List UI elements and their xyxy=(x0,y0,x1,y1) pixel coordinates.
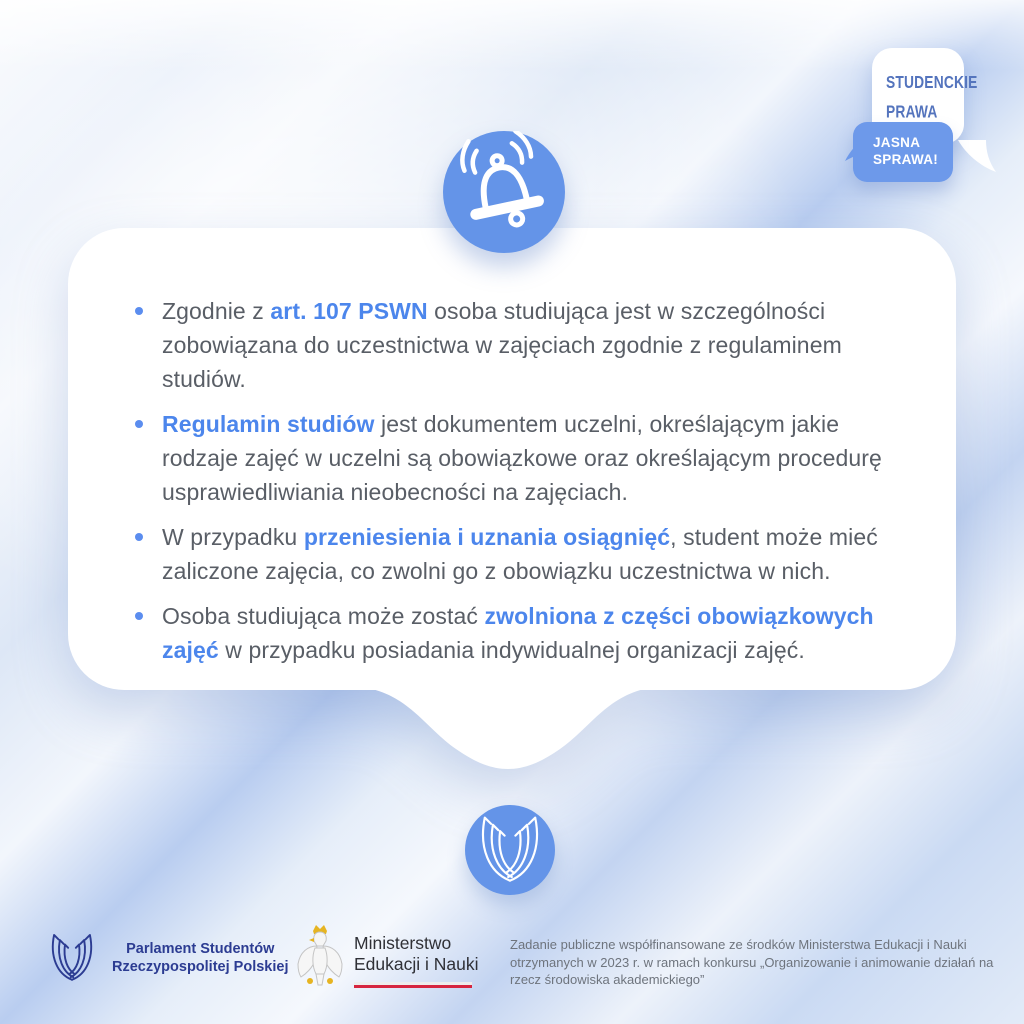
bullet-item-4 xyxy=(162,599,908,667)
brand-bubble-top-tail xyxy=(958,140,998,174)
bell-icon xyxy=(443,131,565,253)
bullet-highlight: zwolniona z części obowiązkowych zajęć xyxy=(162,603,874,663)
bullet-text: osoba studiująca jest w szczególności zobowiązana do uczestnictwa w zajęciach zgodnie z regulaminem studiów. xyxy=(162,298,842,392)
white-eagle-icon xyxy=(296,924,344,990)
bullet-text: w przypadku posiadania indywidualnej organizacji zajęć. xyxy=(218,637,805,663)
bullet-list xyxy=(68,228,956,667)
bullet-text: Zgodnie z xyxy=(162,298,271,324)
brand-title xyxy=(886,68,978,127)
content-card xyxy=(68,228,956,690)
bullet-text: jest dokumentem uczelni, określającym jakie rodzaje zajęć w uczelni są obowiązkowe oraz określającym procedurę usprawiedliwiania nieobecności na zajęciach. xyxy=(162,411,882,505)
brand-bubble-bottom xyxy=(853,122,953,182)
bullet-text: W przypadku xyxy=(162,524,304,550)
bullet-text: , student może mieć zaliczone zajęcia, co zwolni go z obowiązku uczestnictwa w nich. xyxy=(162,524,878,584)
funding-disclaimer: Zadanie publiczne współfinansowane ze środków Ministerstwa Edukacji i Nauki otrzymanych w 2023 r. w ramach konkursu „Organizowanie i animowanie działań na rzecz środowiska akademickiego” xyxy=(510,937,994,987)
brand-slogan-line1: JASNA xyxy=(873,135,921,150)
bullet-highlight: art. 107 PSWN xyxy=(270,298,428,324)
psrp-wings-icon xyxy=(465,805,555,895)
psrp-label xyxy=(112,940,288,976)
ministry-label xyxy=(354,924,479,988)
brand-slogan xyxy=(873,134,938,168)
notification-badge xyxy=(443,131,565,253)
ministry-label-line1: Ministerstwo xyxy=(354,933,452,953)
bullet-item-2 xyxy=(162,407,908,509)
psrp-wings-icon xyxy=(40,924,104,992)
psrp-label-line2: Rzeczypospolitej Polskiej xyxy=(112,959,289,975)
ministry-label-line2: Edukacji i Nauki xyxy=(354,954,479,974)
bullet-highlight: Regulamin studiów xyxy=(162,411,375,437)
flag-underline xyxy=(354,982,472,988)
psrp-label-line1: Parlament Studentów xyxy=(126,941,275,957)
brand-title-line2: PRAWA xyxy=(886,102,938,123)
brand-slogan-line2: SPRAWA! xyxy=(873,152,939,167)
brand-title-line1: STUDENCKIE xyxy=(886,72,978,93)
bullet-highlight: przeniesienia i uznania osiągnięć xyxy=(303,524,671,550)
bullet-item-1 xyxy=(162,294,908,396)
psrp-badge xyxy=(465,805,555,895)
speech-bubble-tail xyxy=(368,688,648,776)
bullet-item-3 xyxy=(162,520,908,588)
bullet-text: Osoba studiująca może zostać xyxy=(162,603,485,629)
brand-bubble-bottom-tail xyxy=(845,136,865,162)
ministry-logo xyxy=(296,924,479,990)
brand-logo xyxy=(840,40,1000,190)
psrp-logo xyxy=(40,924,288,992)
